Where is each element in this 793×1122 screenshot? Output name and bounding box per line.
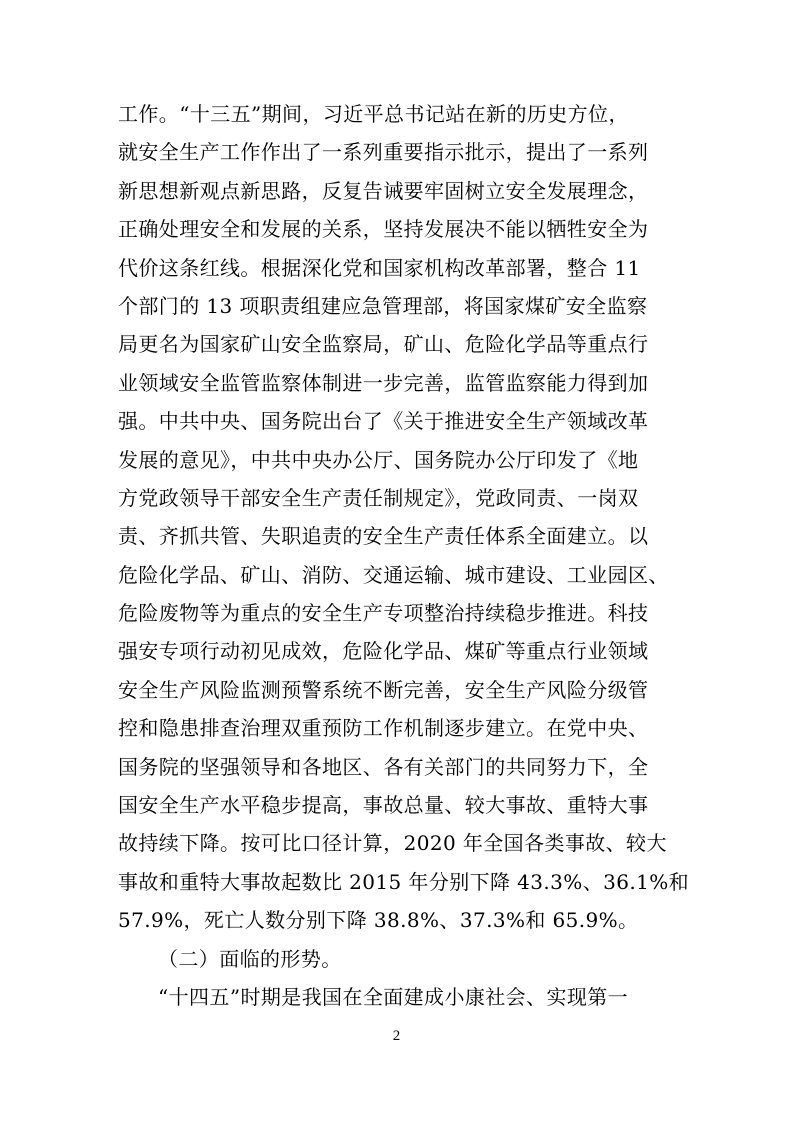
text-line: 正确处理安全和发展的关系，坚持发展决不能以牺牲安全为	[118, 217, 649, 242]
text-line: 危险化学品、矿山、消防、交通运输、城市建设、工业园区、	[118, 562, 669, 587]
text-line: 业领域安全监管监察体制进一步完善，监管监察能力得到加	[118, 370, 649, 395]
text-line: 责、齐抓共管、失职追责的安全生产责任体系全面建立。以	[118, 524, 649, 549]
text-line: 故持续下降。按可比口径计算，2020 年全国各类事故、较大	[118, 831, 667, 856]
section-heading: （二）面临的形势。	[158, 946, 342, 971]
text-line: 强安专项行动初见成效，危险化学品、煤矿等重点行业领域	[118, 639, 649, 664]
text-line: 国务院的坚强领导和各地区、各有关部门的共同努力下，全	[118, 754, 649, 779]
text-line: 强。中共中央、国务院出台了《关于推进安全生产领域改革	[118, 409, 649, 434]
text-line: 57.9%，死亡人数分别下降 38.8%、37.3%和 65.9%。	[118, 908, 639, 933]
text-line: 就安全生产工作作出了一系列重要指示批示，提出了一系列	[118, 140, 649, 165]
text-line: 安全生产风险监测预警系统不断完善，安全生产风险分级管	[118, 677, 649, 702]
body-text	[118, 95, 690, 1016]
paragraph-start: “十四五”时期是我国在全面建成小康社会、实现第一	[158, 984, 629, 1009]
text-line: 局更名为国家矿山安全监察局，矿山、危险化学品等重点行	[118, 332, 649, 357]
text-line: 危险废物等为重点的安全生产专项整治持续稳步推进。科技	[118, 601, 649, 626]
text-line: 工作。“十三五”期间，习近平总书记站在新的历史方位，	[118, 102, 629, 126]
page-number: 2	[392, 1028, 401, 1044]
text-line: 控和隐患排查治理双重预防工作机制逐步建立。在党中央、	[118, 716, 649, 741]
text-line: 代价这条红线。根据深化党和国家机构改革部署，整合 11	[118, 255, 641, 280]
text-line: 新思想新观点新思路，反复告诫要牢固树立安全发展理念，	[118, 178, 649, 203]
text-line: 方党政领导干部安全生产责任制规定》，党政同责、一岗双	[118, 485, 639, 510]
text-line: 国安全生产水平稳步提高，事故总量、较大事故、重特大事	[118, 793, 649, 818]
text-line: 事故和重特大事故起数比 2015 年分别下降 43.3%、36.1%和	[118, 869, 690, 894]
text-line: 个部门的 13 项职责组建应急管理部，将国家煤矿安全监察	[118, 293, 648, 318]
text-line: 发展的意见》，中共中央办公厅、国务院办公厅印发了《地	[118, 447, 639, 472]
